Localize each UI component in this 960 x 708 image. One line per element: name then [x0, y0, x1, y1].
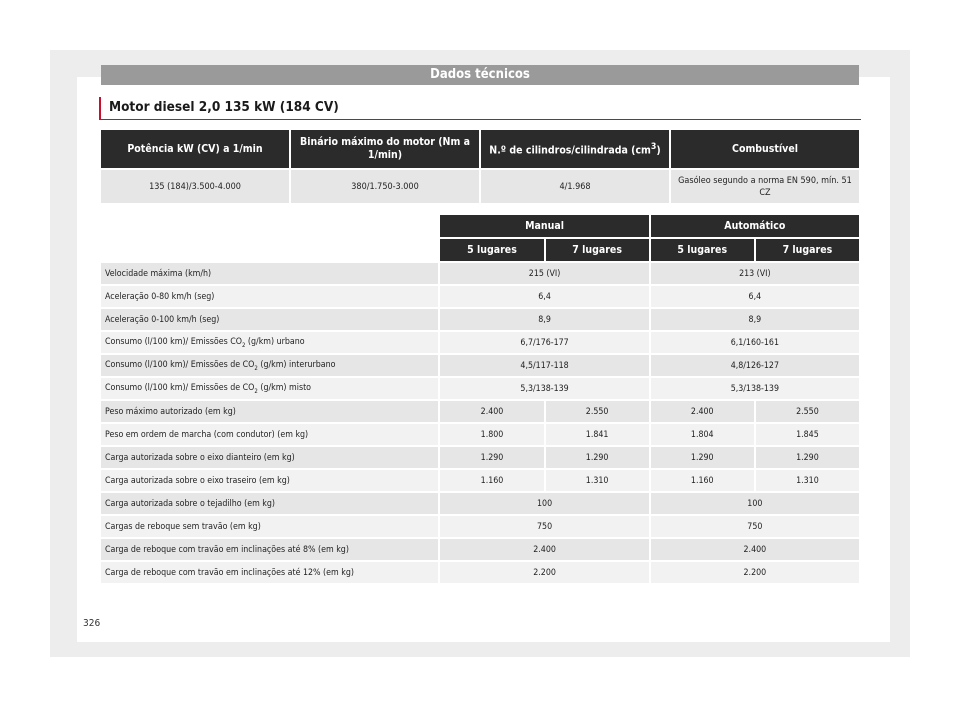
row-value: 1.290: [756, 447, 859, 468]
row-label: Carga autorizada sobre o tejadilho (em kg): [101, 493, 438, 514]
engine-table-header: [101, 130, 859, 168]
row-value-auto: 2.200: [651, 562, 859, 583]
cell-torque: 380/1.750-3.000: [291, 170, 479, 203]
row-value: 1.290: [546, 447, 649, 468]
spec-header-blank: [101, 215, 438, 261]
row-label: Aceleração 0-100 km/h (seg): [101, 309, 438, 330]
spec-table: [99, 213, 861, 585]
spec-group-header: [101, 215, 859, 237]
table-row: [101, 263, 859, 284]
row-value-manual: 6,4: [440, 286, 648, 307]
row-label: Consumo (l/100 km)/ Emissões de $CO_2$ (g/km) interurbano: [101, 355, 438, 376]
row-value-manual: 215 (VI): [440, 263, 648, 284]
title-rule: [99, 97, 861, 120]
group-header-auto: Automático: [651, 215, 859, 237]
row-value-manual: 5,3/138-139: [440, 378, 648, 399]
table-row: [101, 562, 859, 583]
col-header-power: Potência kW (CV) a 1/min: [101, 130, 289, 168]
page-title: Motor diesel 2,0 135 kW (184 CV): [109, 99, 339, 115]
row-value: 1.160: [651, 470, 754, 491]
row-value: 1.290: [651, 447, 754, 468]
table-row: [101, 516, 859, 537]
row-label: Cargas de reboque sem travão (em kg): [101, 516, 438, 537]
row-value: 2.400: [440, 401, 543, 422]
subheader-auto-7: 7 lugares: [756, 239, 859, 261]
cell-cylinders: 4/1.968: [481, 170, 669, 203]
col-header-fuel: Combustível: [671, 130, 859, 168]
table-row: [101, 539, 859, 560]
page-number: 326: [83, 618, 101, 629]
row-value-auto: 2.400: [651, 539, 859, 560]
row-value-manual: 4,5/117-118: [440, 355, 648, 376]
engine-table: [99, 128, 861, 205]
table-row: [101, 470, 859, 491]
subscript: 2: [254, 364, 258, 372]
row-value-auto: 4,8/126-127: [651, 355, 859, 376]
row-value: 2.550: [756, 401, 859, 422]
cell-power: 135 (184)/3.500-4.000: [101, 170, 289, 203]
table-row: [101, 447, 859, 468]
table-row: [101, 355, 859, 376]
table-row: [101, 332, 859, 353]
table-row: [101, 493, 859, 514]
table-row: [101, 309, 859, 330]
row-label: Velocidade máxima (km/h): [101, 263, 438, 284]
row-value-manual: 6,7/176-177: [440, 332, 648, 353]
row-value-auto: 750: [651, 516, 859, 537]
row-value-auto: 213 (VI): [651, 263, 859, 284]
row-value: 1.804: [651, 424, 754, 445]
row-value: 1.310: [546, 470, 649, 491]
row-label: Carga autorizada sobre o eixo traseiro (em kg): [101, 470, 438, 491]
table-row: [101, 424, 859, 445]
row-value-manual: 750: [440, 516, 648, 537]
row-value: 1.841: [546, 424, 649, 445]
col-header-cylinders: N.º de cilindros/cilindrada $(cm^3)$: [481, 130, 669, 168]
row-value-manual: 8,9: [440, 309, 648, 330]
row-value-auto: 5,3/138-139: [651, 378, 859, 399]
row-label: Carga autorizada sobre o eixo dianteiro (em kg): [101, 447, 438, 468]
page-background: [50, 50, 910, 657]
row-value-manual: 2.400: [440, 539, 648, 560]
row-value: 2.400: [651, 401, 754, 422]
subscript: 2: [254, 387, 258, 395]
row-label: Carga de reboque com travão em inclinações até 8% (em kg): [101, 539, 438, 560]
row-label: Peso em ordem de marcha (com condutor) (em kg): [101, 424, 438, 445]
row-value-auto: 6,4: [651, 286, 859, 307]
subscript: 2: [241, 341, 246, 349]
table-row: [101, 401, 859, 422]
subheader-manual-5: 5 lugares: [440, 239, 543, 261]
row-label: Consumo (l/100 km)/ Emissões $CO_2$ (g/km) urbano: [101, 332, 438, 353]
row-value-auto: 8,9: [651, 309, 859, 330]
subheader-auto-5: 5 lugares: [651, 239, 754, 261]
group-header-manual: Manual: [440, 215, 648, 237]
subheader-manual-7: 7 lugares: [546, 239, 649, 261]
document-page: [77, 67, 890, 642]
row-label: Peso máximo autorizado (em kg): [101, 401, 438, 422]
row-value-auto: 100: [651, 493, 859, 514]
row-label: Consumo (l/100 km)/ Emissões de $CO_2$ (g/km) misto: [101, 378, 438, 399]
row-value-auto: 6,1/160-161: [651, 332, 859, 353]
engine-table-row: [101, 170, 859, 203]
row-value: 1.800: [440, 424, 543, 445]
row-value: 1.160: [440, 470, 543, 491]
table-row: [101, 286, 859, 307]
section-header: Dados técnicos: [101, 65, 859, 85]
row-value: 1.845: [756, 424, 859, 445]
row-value-manual: 2.200: [440, 562, 648, 583]
cell-fuel: Gasóleo segundo a norma EN 590, mín. 51 CZ: [671, 170, 859, 203]
row-value: 2.550: [546, 401, 649, 422]
row-value: 1.310: [756, 470, 859, 491]
col-header-torque: Binário máximo do motor (Nm a 1/min): [291, 130, 479, 168]
row-value-manual: 100: [440, 493, 648, 514]
row-value: 1.290: [440, 447, 543, 468]
table-row: [101, 378, 859, 399]
row-label: Carga de reboque com travão em inclinações até 12% (em kg): [101, 562, 438, 583]
row-label: Aceleração 0-80 km/h (seg): [101, 286, 438, 307]
